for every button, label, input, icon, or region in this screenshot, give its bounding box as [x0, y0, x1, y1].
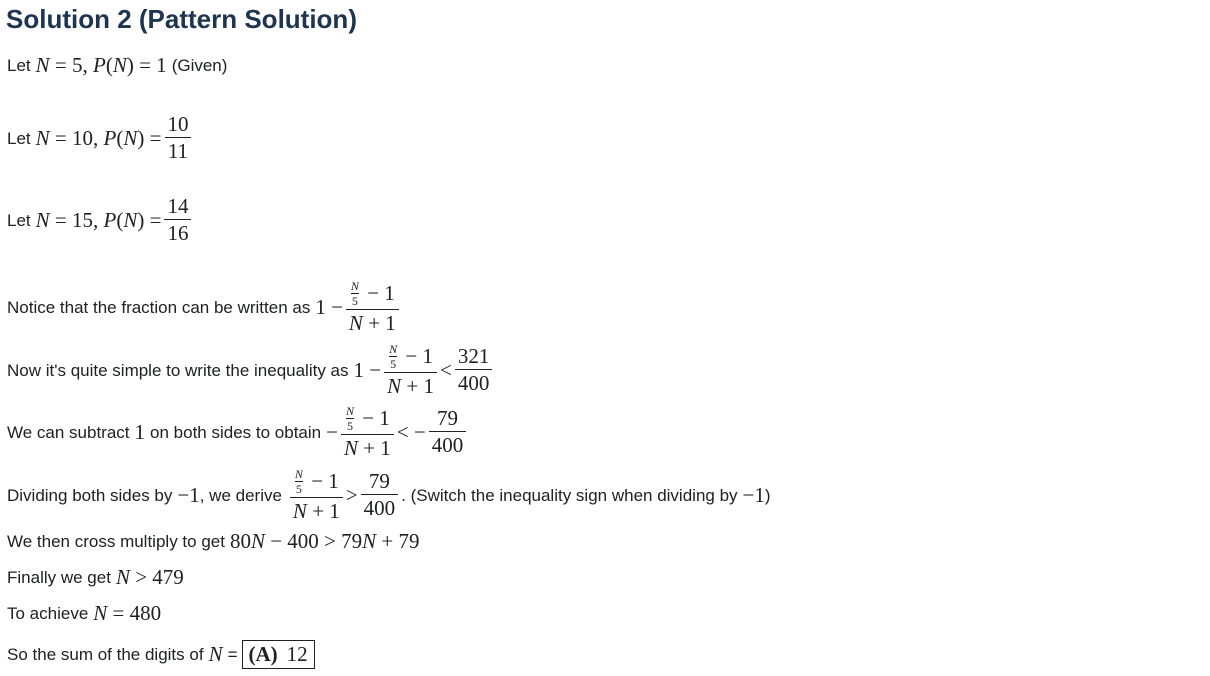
fraction-79-400: $\frac{79}{400}$ — [361, 471, 399, 519]
text-let: Let — [7, 128, 31, 148]
text-both-sides: on both sides to obtain — [150, 422, 322, 442]
math-greater-than: > — [345, 482, 358, 507]
line-achieve — [7, 602, 161, 624]
math-n-gt-479: N > 479 — [115, 564, 184, 589]
text-notice: Notice that the fraction can be written as — [7, 297, 311, 317]
text-equals: = — [227, 644, 238, 664]
math-n15: N = 15, P(N) = — [35, 207, 162, 232]
text-now: Now it's quite simple to write the inequality as — [7, 360, 349, 380]
text-cross: We then cross multiply to get — [7, 531, 225, 551]
math-n5-p1: N = 5, P(N) = 1 — [35, 52, 167, 77]
text-achieve: To achieve — [7, 603, 89, 623]
line-sum-digits — [7, 637, 315, 671]
line-n15 — [7, 194, 194, 246]
fraction-n5-minus1-over-n-plus1: N 5 − 1 N + 1 — [341, 405, 394, 459]
line-given — [7, 54, 227, 76]
math-less-than-minus: < − — [396, 419, 426, 444]
page-title: Solution 2 (Pattern Solution) — [6, 4, 357, 34]
text-finally: Finally we get — [7, 567, 111, 587]
line-finally — [7, 566, 184, 588]
math-one-minus: 1 − — [315, 294, 343, 319]
math-one-minus: 1 − — [353, 357, 382, 382]
line-subtract — [7, 403, 469, 461]
text-given: (Given) — [171, 55, 228, 75]
math-cross-result: 80N − 400 > 79N + 79 — [229, 528, 420, 553]
text-subtract: We can subtract — [7, 422, 130, 442]
line-n10 — [7, 112, 194, 164]
line-notice — [7, 278, 402, 336]
fraction-n5-minus1-over-n-plus1: N 5 − 1 N + 1 — [290, 468, 343, 522]
answer-value: 12 — [286, 641, 308, 666]
text-we-derive: , we derive — [199, 485, 282, 505]
fraction-n5-minus1-over-n-plus1: N 5 − 1 N + 1 — [384, 343, 437, 397]
math-n10: N = 10, P(N) = — [35, 125, 162, 150]
text-let: Let — [7, 210, 31, 230]
fraction-14-16: $\frac{14}{16}$ — [164, 196, 191, 244]
answer-box — [242, 640, 315, 669]
fraction-79-400: $\frac{79}{400}$ — [429, 408, 467, 456]
fraction-n5-minus1-over-n-plus1: N 5 − 1 N + 1 — [346, 280, 399, 334]
math-minus: − — [326, 419, 338, 444]
line-cross-multiply — [7, 530, 420, 552]
text-dividing: Dividing both sides by — [7, 485, 173, 505]
math-less-than: < — [439, 357, 452, 382]
math-minus-one-paren: −1 — [742, 482, 765, 507]
text-let: Let — [7, 55, 31, 75]
fraction-10-11: $\frac{10}{11}$ — [164, 114, 191, 162]
text-switch-note: . (Switch the inequality sign when dividing by — [401, 485, 738, 505]
math-n-eq-480: N = 480 — [93, 600, 162, 625]
math-n: N — [208, 641, 223, 666]
math-one: 1 — [134, 419, 146, 444]
line-inequality — [7, 341, 495, 399]
math-minus-one: −1 — [177, 482, 200, 507]
line-divide: Dividing both sides by −1 , we derive N 5 − 1 N + 1 > $\frac{79}{400}$ . (Switch the inequality sign when dividing by −1 ) — [7, 467, 771, 523]
answer-letter: (A) — [248, 641, 278, 666]
fraction-321-400: $\frac{321}{400}$ — [455, 346, 493, 394]
text-sum: So the sum of the digits of — [7, 644, 204, 664]
